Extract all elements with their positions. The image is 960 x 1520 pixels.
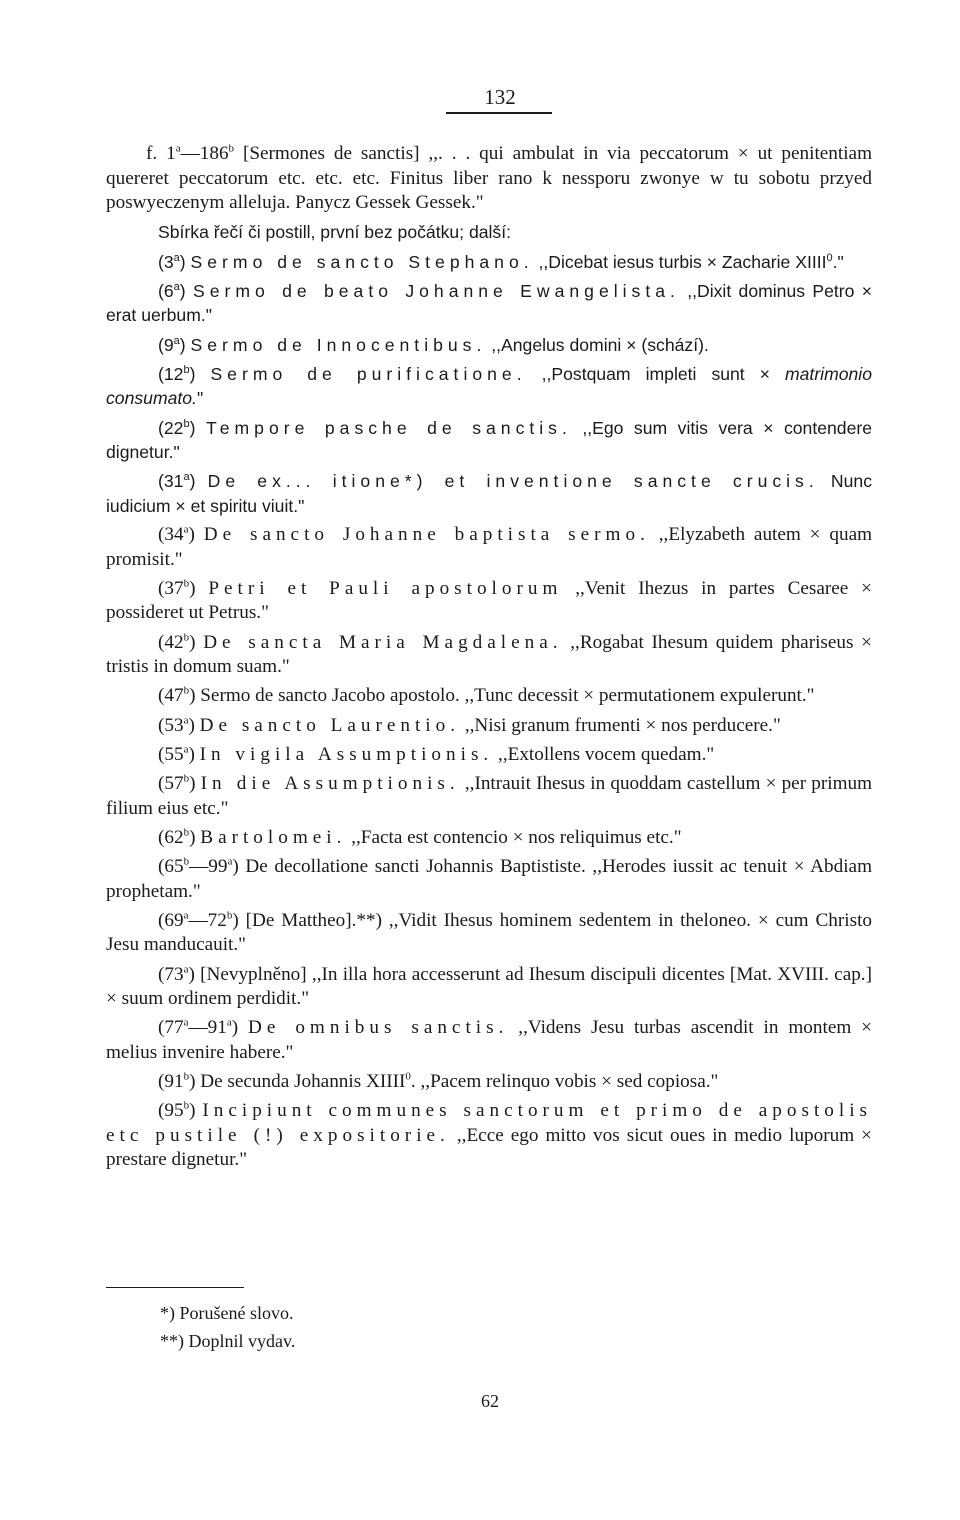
- catalog-entry: [106, 416, 872, 465]
- entry-text: ): [188, 524, 204, 546]
- entry-text: ): [179, 334, 191, 355]
- spaced-heading: Tempore pasche de sanctis.: [205, 417, 572, 438]
- entry-text: (57: [158, 772, 184, 794]
- folio-superscript: a: [183, 963, 189, 976]
- folio-superscript: a: [183, 714, 189, 727]
- folio-superscript: a: [227, 855, 233, 868]
- entry-text: (55: [158, 743, 184, 765]
- folio-superscript: a: [175, 142, 181, 155]
- entry-text: —99: [189, 855, 228, 877]
- catalog-entry: [106, 855, 872, 904]
- page-number-rule: [446, 112, 552, 114]
- spaced-heading: Bartolomei.: [200, 826, 347, 848]
- folio-superscript: a: [226, 1016, 232, 1029]
- catalog-entries: [106, 142, 872, 1178]
- entry-text: ": [196, 388, 204, 409]
- catalog-entry: [106, 362, 872, 411]
- entry-text: ): [189, 363, 211, 384]
- folio-superscript: a: [183, 523, 189, 536]
- entry-text: (22: [158, 417, 184, 438]
- entry-text: ,,Ecce ego mitto vos sicut oues in medio luporum × prestare dignetur.": [106, 1124, 872, 1171]
- folio-superscript: a: [183, 1016, 189, 1029]
- entry-text: f. 1: [146, 143, 176, 164]
- catalog-entry: [106, 279, 872, 328]
- entry-text: ,,Extollens vocem quedam.": [493, 743, 715, 765]
- catalog-entry: [106, 772, 872, 821]
- folio-superscript: b: [183, 855, 190, 868]
- entry-text: ): [189, 772, 201, 794]
- folio-superscript: a: [173, 334, 180, 347]
- catalog-entry: [106, 333, 872, 358]
- spaced-heading: Sermo de Innocentibus.: [190, 334, 487, 355]
- spaced-heading: De omnibus sanctis.: [248, 1017, 509, 1039]
- entry-text: (62: [158, 826, 184, 848]
- catalog-entry: [106, 1099, 872, 1173]
- entry-text: (3: [158, 251, 174, 272]
- catalog-entry: [106, 1016, 872, 1065]
- spaced-heading: In die Assumptionis.: [200, 772, 460, 794]
- folio-superscript: b: [183, 772, 190, 785]
- entry-text: ): [189, 1100, 203, 1122]
- folio-superscript: a: [183, 471, 190, 484]
- folio-superscript: b: [183, 363, 190, 376]
- entry-text: ,,Dicebat iesus turbis × Zacharie XIIII: [533, 251, 827, 272]
- entry-text: ,,Facta est contencio × nos reliquimus etc.": [346, 826, 682, 848]
- catalog-entry: [106, 743, 872, 768]
- entry-text: (9: [158, 334, 174, 355]
- catalog-entry: [106, 220, 872, 245]
- spaced-heading: Sermo de sancto Stephano.: [190, 251, 534, 272]
- entry-text: (91: [158, 1071, 184, 1093]
- entry-text: ,,Intrauit Ihesus in quoddam castellum × per primum filium eius etc.": [106, 772, 873, 819]
- entry-text: —186: [180, 143, 229, 164]
- entry-text: (65: [158, 855, 184, 877]
- spaced-heading: De sancta Maria Magdalena.: [203, 631, 563, 653]
- catalog-entry: [106, 1070, 872, 1095]
- folio-superscript: a: [183, 743, 189, 756]
- entry-text: ) [Nevyplněno] ,,In illa hora accesserunt ad Ihesum discipuli dicentes [Mat. XVIII. cap.] × suum ordinem perdidit.": [106, 963, 872, 1010]
- entry-text: [Sermones de sanctis] ,,. . . qui ambulat in via peccatorum × ut penitentiam quereret peccatorum etc. etc. etc. Finitus liber rano k nessporu zwonye w tu sobotu przyed poswyeczenym alleluja. Panycz Gessek Gessek.": [106, 143, 872, 214]
- entry-text: (34: [158, 524, 184, 546]
- spaced-heading: De sancto Laurentio.: [199, 714, 461, 736]
- spaced-heading: In vigila Assumptionis.: [199, 743, 494, 765]
- folio-number: 62: [481, 1391, 499, 1411]
- folio-superscript: 0: [826, 251, 833, 264]
- entry-text: .": [832, 251, 844, 272]
- entry-text: ): [231, 1017, 249, 1039]
- folio-superscript: b: [183, 826, 190, 839]
- spaced-heading: De ex... itione*) et inventione sancte crucis.: [207, 471, 819, 492]
- entry-text: ,,Angelus domini × (schází).: [486, 334, 709, 355]
- entry-text: (6: [158, 280, 174, 301]
- folio-superscript: 0: [405, 1070, 411, 1083]
- spaced-heading: Sermo de beato Johanne Ewangelista.: [192, 280, 680, 301]
- spaced-heading: Sermo de purificatione.: [210, 363, 527, 384]
- catalog-entry: [106, 142, 872, 216]
- catalog-entry: [106, 523, 872, 572]
- entry-text: ): [189, 471, 208, 492]
- folio-superscript: b: [183, 577, 190, 590]
- entry-text: Sbírka řečí či postill, první bez počátku; další:: [158, 222, 512, 243]
- entry-text: ,,Elyzabeth autem × quam promisit.": [106, 524, 873, 570]
- entry-text: (69: [158, 909, 184, 931]
- folio-superscript: a: [173, 280, 180, 293]
- entry-text: —72: [188, 909, 227, 931]
- entry-text: —91: [188, 1017, 227, 1039]
- folio-superscript: b: [226, 909, 233, 922]
- footnote: **) Doplnil vydav.: [160, 1331, 296, 1351]
- entry-text: ): [189, 826, 201, 848]
- entry-text: . ,,Pacem relinquo vobis × sed copiosa.": [410, 1071, 719, 1093]
- page-number: 132: [484, 85, 516, 109]
- entry-text: Nunc iudicium × et spiritu viuit.": [106, 471, 873, 516]
- entry-text: ) De decollatione sancti Johannis Baptististe. ,,Herodes iussit ac tenuit × Abdiam prophetam.": [106, 855, 872, 902]
- entry-text: (47: [158, 685, 184, 707]
- catalog-entry: [106, 909, 872, 958]
- folio-superscript: b: [183, 631, 190, 644]
- entry-text: ,,Postquam impleti sunt ×: [526, 363, 785, 384]
- entry-text: (12: [158, 363, 184, 384]
- entry-text: ,,Ego sum vitis vera × contendere dignetur.": [106, 417, 873, 463]
- entry-text: (31: [158, 471, 184, 492]
- folio-superscript: a: [183, 909, 189, 922]
- entry-text: (95: [158, 1100, 184, 1122]
- folio-superscript: b: [183, 1070, 190, 1083]
- entry-text: ): [188, 743, 200, 765]
- entry-text: ,,Videns Jesu turbas ascendit in montem × melius invenire habere.": [106, 1017, 873, 1063]
- entry-text: ): [189, 631, 204, 653]
- entry-text: ,,Rogabat Ihesum quidem phariseus × tristis in domum suam.": [106, 631, 872, 678]
- entry-text: ) Sermo de sancto Jacobo apostolo. ,,Tunc decessit × permutationem expulerunt.": [189, 685, 815, 707]
- catalog-entry: [106, 577, 872, 626]
- entry-text: ): [189, 577, 209, 599]
- footnotes: [106, 1299, 706, 1355]
- folio-superscript: a: [173, 251, 180, 264]
- entry-text: ): [179, 251, 191, 272]
- spaced-heading: Incipiunt communes sanctorum et primo de apostolis etc pustile (!) expositorie.: [106, 1100, 872, 1146]
- entry-text: ,,Dixit dominus Petro × erat uerbum.": [106, 280, 873, 326]
- italic-text: matrimonio consumato.: [106, 363, 872, 409]
- entry-text: ): [188, 714, 200, 736]
- entry-text: ,,Nisi granum frumenti × nos perducere.": [460, 714, 781, 736]
- catalog-entry: [106, 631, 872, 680]
- entry-text: ): [179, 280, 193, 301]
- footnote-rule: [106, 1287, 244, 1288]
- footnote: *) Porušené slovo.: [160, 1303, 294, 1323]
- entry-text: (53: [158, 714, 184, 736]
- catalog-entry: [106, 714, 872, 739]
- entry-text: (77: [158, 1017, 184, 1039]
- catalog-entry: [106, 469, 872, 518]
- entry-text: ): [189, 417, 206, 438]
- folio-superscript: b: [183, 1099, 190, 1112]
- entry-text: (73: [158, 963, 184, 985]
- catalog-entry: [106, 826, 872, 851]
- catalog-entry: [106, 684, 872, 709]
- folio-superscript: b: [183, 417, 190, 430]
- folio-superscript: b: [183, 685, 190, 698]
- folio-superscript: b: [228, 142, 235, 155]
- entry-text: (37: [158, 577, 184, 599]
- catalog-entry: [106, 250, 872, 275]
- spaced-heading: De sancto Johanne baptista sermo.: [203, 524, 650, 546]
- entry-text: (42: [158, 631, 184, 653]
- entry-text: ,,Venit Ihezus in partes Cesaree × possideret ut Petrus.": [106, 577, 873, 624]
- entry-text: ) De secunda Johannis XIIII: [189, 1071, 406, 1093]
- entry-text: ) [De Mattheo].**) ,,Vidit Ihesus hominem sedentem in theloneo. × cum Christo Jesu manducauit.": [106, 909, 872, 956]
- spaced-heading: Petri et Pauli apostolorum: [208, 577, 563, 599]
- catalog-entry: [106, 963, 872, 1012]
